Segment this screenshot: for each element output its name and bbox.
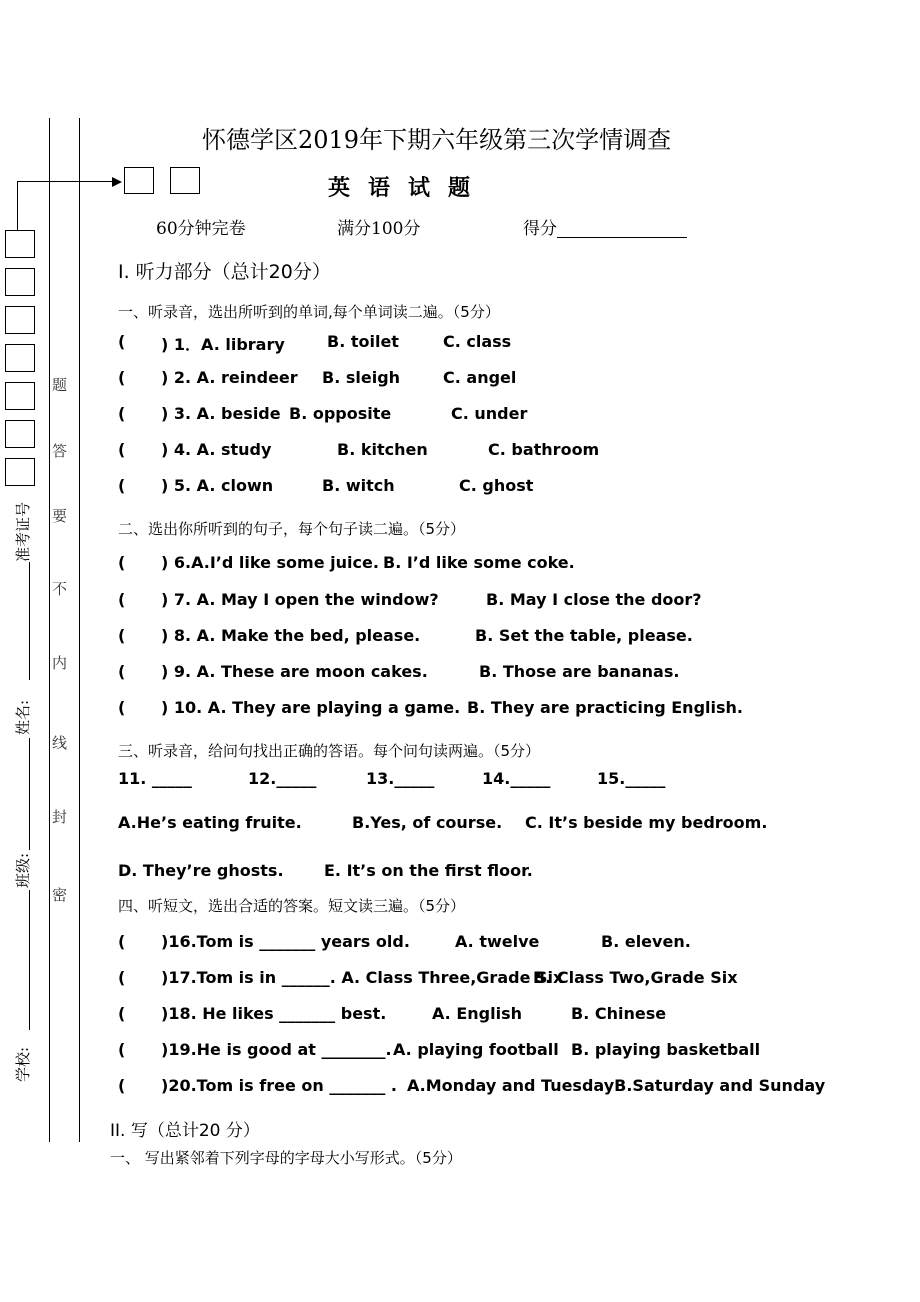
answer-blank-13[interactable]: 13._____ <box>366 769 435 788</box>
option-b: B. I’d like some coke. <box>383 553 575 572</box>
seal-char: 内 <box>52 654 68 672</box>
option-b: B. Class Two,Grade Six <box>533 968 738 987</box>
answer-bracket[interactable]: ( <box>118 332 126 351</box>
exam-no-box[interactable] <box>5 268 35 296</box>
arrow-line <box>17 181 113 182</box>
class-field[interactable] <box>29 890 30 1030</box>
question-20: )20.Tom is free on _______ . <box>161 1076 397 1095</box>
seal-char: 封 <box>52 808 68 826</box>
seal-char: 要 <box>52 507 68 525</box>
response-option-d: D. They’re ghosts. <box>118 861 284 880</box>
answer-bracket[interactable]: ( <box>118 440 126 459</box>
option-c: C. class <box>443 332 512 351</box>
question-19: )19.He is good at ________. <box>161 1040 392 1059</box>
seal-char: 答 <box>52 442 68 460</box>
option-a: A. twelve <box>455 932 540 951</box>
exam-title: 怀德学区2019年下期六年级第三次学情调查 <box>202 126 672 154</box>
answer-blank-14[interactable]: 14._____ <box>482 769 551 788</box>
question-6: ) 6.A.I’d like some juice. <box>161 553 379 572</box>
option-a: A. English <box>432 1004 522 1023</box>
exam-no-box[interactable] <box>5 420 35 448</box>
exam-no-box[interactable] <box>5 344 35 372</box>
margin-line-outer <box>49 118 50 1142</box>
exam-no-label: 准考证号 <box>14 501 32 562</box>
option-b: B. Set the table, please. <box>475 626 693 645</box>
arrow-head-icon <box>112 177 122 187</box>
response-option-c: C. It’s beside my bedroom. <box>525 813 768 832</box>
response-option-a: A.He’s eating fruite. <box>118 813 302 832</box>
response-option-e: E. It’s on the first floor. <box>324 861 533 880</box>
exam-full-marks: 满分100分 <box>337 219 421 239</box>
answer-bracket[interactable]: ( <box>118 698 126 717</box>
option-b: B. They are practicing English. <box>467 698 743 717</box>
header-box[interactable] <box>124 167 154 194</box>
answer-bracket[interactable]: ( <box>118 968 126 987</box>
question-10: ) 10. A. They are playing a game. <box>161 698 461 717</box>
school-label: 学校: <box>14 1046 32 1082</box>
s1-instruction: 一、听录音，选出所听到的单词,每个单词读二遍。（5分） <box>118 303 500 321</box>
score-field[interactable] <box>557 217 687 238</box>
option-b: B. playing basketball <box>571 1040 761 1059</box>
option-b: B. Chinese <box>571 1004 667 1023</box>
exam-no-box[interactable] <box>5 382 35 410</box>
exam-no-field[interactable] <box>29 562 30 680</box>
answer-bracket[interactable]: ( <box>118 932 126 951</box>
answer-bracket[interactable]: ( <box>118 476 126 495</box>
seal-char: 不 <box>52 580 68 598</box>
s3-instruction: 三、听录音，给问句找出正确的答语。每个问句读两遍。（5分） <box>118 742 541 760</box>
answer-bracket[interactable]: ( <box>118 553 126 572</box>
question-3: ) 3. A. beside <box>161 404 281 423</box>
answer-bracket[interactable]: ( <box>118 1040 126 1059</box>
option-b: B. kitchen <box>337 440 428 459</box>
answer-bracket[interactable]: ( <box>118 590 126 609</box>
option-a: A. playing football <box>393 1040 559 1059</box>
answer-bracket[interactable]: ( <box>118 1076 126 1095</box>
score-label: 得分 <box>523 214 687 239</box>
option-b: B. opposite <box>289 404 392 423</box>
exam-subtitle: 英语试题 <box>328 176 489 201</box>
answer-blank-11[interactable]: 11. _____ <box>118 769 192 788</box>
part2-s1-instruction: 一、 写出紧邻着下列字母的字母大小写形式。（5分） <box>110 1149 462 1167</box>
arrow-stem-line <box>17 181 18 231</box>
answer-blank-12[interactable]: 12._____ <box>248 769 317 788</box>
answer-bracket[interactable]: ( <box>118 662 126 681</box>
option-b: B. toilet <box>327 332 399 351</box>
name-label: 姓名: <box>14 699 32 735</box>
question-17: )17.Tom is in ______. A. Class Three,Grade Six <box>161 968 564 987</box>
option-c: C. bathroom <box>488 440 600 459</box>
question-16: )16.Tom is _______ years old. <box>161 932 410 951</box>
seal-char: 密 <box>52 886 68 904</box>
exam-time: 60分钟完卷 <box>156 219 246 239</box>
answer-bracket[interactable]: ( <box>118 404 126 423</box>
margin-line-inner <box>79 118 80 1142</box>
option-b: B. sleigh <box>322 368 401 387</box>
question-1: ) 1．A. library <box>161 335 285 354</box>
seal-char: 题 <box>52 376 68 394</box>
option-b: B. Those are bananas. <box>479 662 680 681</box>
question-7: ) 7. A. May I open the window? <box>161 590 439 609</box>
exam-no-box[interactable] <box>5 230 35 258</box>
seal-char: 线 <box>52 734 68 752</box>
option-c: C. under <box>451 404 528 423</box>
class-label: 班级: <box>14 852 32 888</box>
question-5: ) 5. A. clown <box>161 476 274 495</box>
question-18: )18. He likes _______ best. <box>161 1004 387 1023</box>
answer-bracket[interactable]: ( <box>118 1004 126 1023</box>
option-c: C. ghost <box>459 476 534 495</box>
option-b: B. May I close the door? <box>486 590 702 609</box>
name-field[interactable] <box>29 738 30 850</box>
option-c: C. angel <box>443 368 517 387</box>
option-ab: A.Monday and TuesdayB.Saturday and Sunday <box>407 1076 826 1095</box>
s2-instruction: 二、选出你所听到的句子，每个句子读二遍。（5分） <box>118 520 466 538</box>
response-option-b: B.Yes, of course. <box>352 813 503 832</box>
question-4: ) 4. A. study <box>161 440 272 459</box>
s4-instruction: 四、听短文，选出合适的答案。短文读三遍。（5分） <box>118 897 466 915</box>
answer-bracket[interactable]: ( <box>118 368 126 387</box>
header-box[interactable] <box>170 167 200 194</box>
question-2: ) 2. A. reindeer <box>161 368 298 387</box>
option-b: B. witch <box>322 476 395 495</box>
answer-blank-15[interactable]: 15._____ <box>597 769 666 788</box>
answer-bracket[interactable]: ( <box>118 626 126 645</box>
exam-no-box[interactable] <box>5 458 35 486</box>
part1-heading: I. 听力部分（总计20分） <box>118 261 331 283</box>
question-9: ) 9. A. These are moon cakes. <box>161 662 428 681</box>
option-b: B. eleven. <box>601 932 691 951</box>
exam-no-box[interactable] <box>5 306 35 334</box>
question-8: ) 8. A. Make the bed, please. <box>161 626 421 645</box>
part2-heading: II. 写（总计20 分） <box>110 1121 260 1141</box>
